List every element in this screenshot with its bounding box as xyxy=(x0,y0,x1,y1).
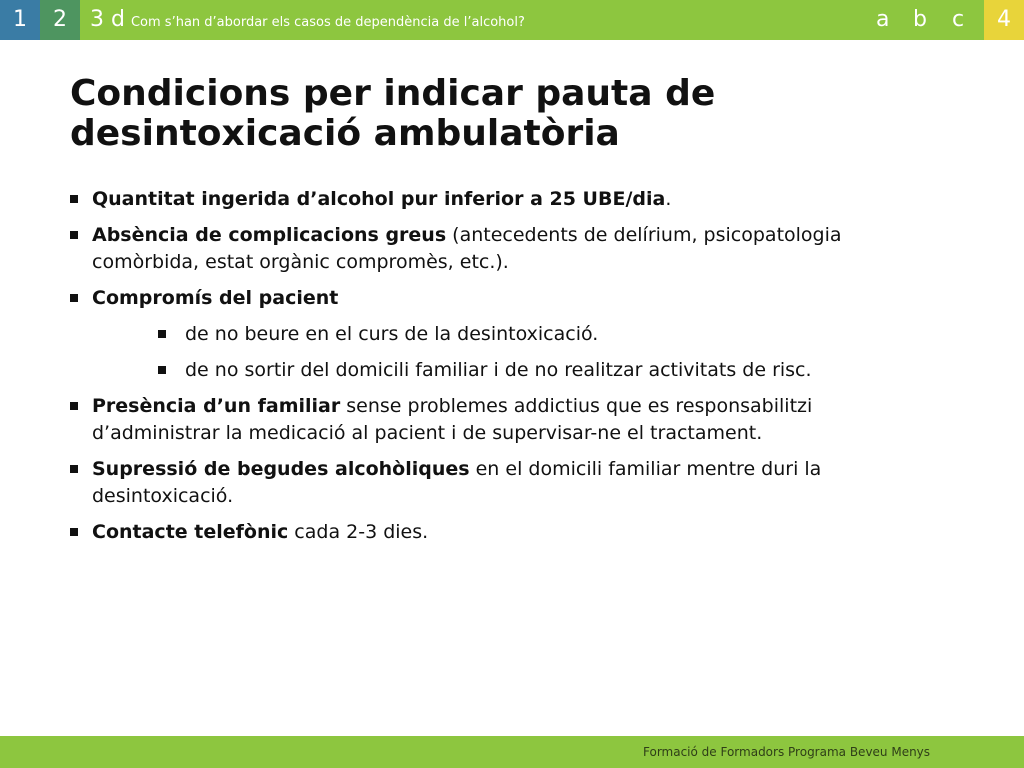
square-bullet-icon xyxy=(70,402,78,410)
bullet-text: (antecedents de delírium, psicopatologia comòrbida, estat orgànic compromès, etc.). xyxy=(92,224,842,273)
slide-title-line-1: Condicions per indicar pauta de xyxy=(70,73,716,114)
nav-subsection-c[interactable]: c xyxy=(952,7,965,32)
square-bullet-icon xyxy=(70,195,78,203)
bullet-item-quantity xyxy=(70,186,900,213)
bullet-bold-text: Contacte telefònic xyxy=(92,521,289,543)
bullet-bold-text: Compromís del pacient xyxy=(92,287,339,309)
section-number: 3 d xyxy=(90,7,125,32)
nav-current-section[interactable] xyxy=(90,0,525,40)
bullet-item-removal xyxy=(70,456,900,510)
slide-title xyxy=(70,74,950,154)
nav-step-1[interactable]: 1 xyxy=(0,0,40,40)
square-bullet-icon xyxy=(70,465,78,473)
sub-bullet-text: de no beure en el curs de la desintoxicació. xyxy=(185,323,599,345)
footer-text: Formació de Formadors Programa Beveu Menys xyxy=(643,745,931,759)
nav-step-4[interactable]: 4 xyxy=(984,0,1024,40)
nav-subsection-b[interactable]: b xyxy=(913,7,927,32)
bullet-item-family xyxy=(70,393,900,447)
footer-bar xyxy=(0,736,1024,768)
slide-title-line-2: desintoxicació ambulatòria xyxy=(70,113,620,154)
bullet-text: en el domicili familiar mentre duri la desintoxicació. xyxy=(92,458,822,507)
square-bullet-icon xyxy=(70,528,78,536)
bullet-text: sense problemes addictius que es responsabilitzi d’administrar la medicació al pacient i de supervisar-ne el tractament. xyxy=(92,395,813,444)
square-bullet-icon xyxy=(158,330,166,338)
bullet-text: . xyxy=(665,188,672,210)
top-navigation-bar xyxy=(0,0,1024,40)
bullet-item-phone-contact xyxy=(70,519,900,546)
section-title: Com s’han d’abordar els casos de dependència de l’alcohol? xyxy=(130,15,525,30)
sub-bullet-no-drinking xyxy=(70,321,900,348)
sub-bullet-text: de no sortir del domicili familiar i de no realitzar activitats de risc. xyxy=(185,359,812,381)
bullet-bold-text: Quantitat ingerida d’alcohol pur inferior a 25 UBE/dia xyxy=(92,188,666,210)
sub-bullet-no-leaving xyxy=(70,357,900,384)
nav-step-2[interactable]: 2 xyxy=(40,0,80,40)
square-bullet-icon xyxy=(70,294,78,302)
bullet-bold-text: Absència de complicacions greus xyxy=(92,224,447,246)
nav-subsection-a[interactable]: a xyxy=(876,7,890,32)
square-bullet-icon xyxy=(158,366,166,374)
bullet-bold-text: Presència d’un familiar xyxy=(92,395,341,417)
bullet-item-complications xyxy=(70,222,900,276)
bullet-item-commitment xyxy=(70,285,900,312)
bullet-text: cada 2-3 dies. xyxy=(288,521,429,543)
bullet-list xyxy=(70,186,900,555)
bullet-bold-text: Supressió de begudes alcohòliques xyxy=(92,458,470,480)
square-bullet-icon xyxy=(70,231,78,239)
